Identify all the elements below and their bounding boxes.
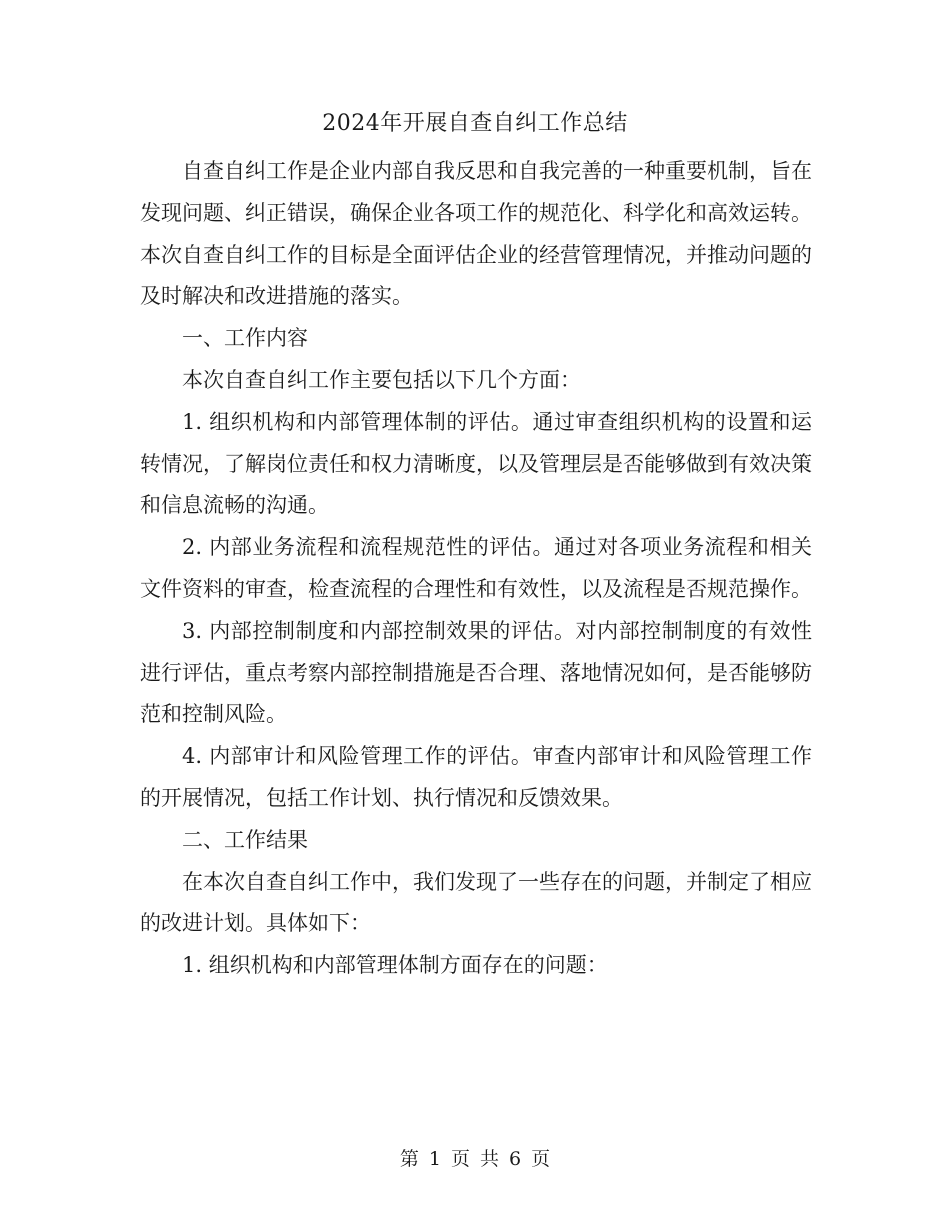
- section-heading-work-content: 一、工作内容: [182, 326, 308, 351]
- results-list-item-1: 1. 组织机构和内部管理体制方面存在的问题：: [182, 953, 608, 978]
- document-title: 2024年开展自查自纠工作总结: [322, 111, 628, 136]
- list-item-3: 3. 内部控制制度和内部控制效果的评估。对内部控制制度的有效性进行评估，重点考察内部控制措施是否合理、落地情况如何，是否能够防范和控制风险。: [140, 618, 812, 727]
- document-body: [140, 151, 812, 987]
- list-item-4: 4. 内部审计和风险管理工作的评估。审查内部审计和风险管理工作的开展情况，包括工作计划、执行情况和反馈效果。: [140, 744, 812, 810]
- list-item-1: 1. 组织机构和内部管理体制的评估。通过审查组织机构的设置和运转情况，了解岗位责任和权力清晰度，以及管理层是否能够做到有效决策和信息流畅的沟通。: [140, 409, 812, 518]
- paragraph-results-intro: 在本次自查自纠工作中，我们发现了一些存在的问题，并制定了相应的改进计划。具体如下：: [140, 869, 812, 936]
- paragraph-aspects-intro: 本次自查自纠工作主要包括以下几个方面：: [182, 367, 581, 392]
- page-number-footer: 第 1 页 共 6 页: [399, 1148, 551, 1170]
- list-item-2: 2. 内部业务流程和流程规范性的评估。通过对各项业务流程和相关文件资料的审查，检查流程的合理性和有效性，以及流程是否规范操作。: [140, 535, 812, 601]
- intro-paragraph: 自查自纠工作是企业内部自我反思和自我完善的一种重要机制，旨在发现问题、纠正错误，确保企业各项工作的规范化、科学化和高效运转。本次自查自纠工作的目标是全面评估企业的经营管理情况，并推动问题的及时解决和改进措施的落实。: [140, 159, 812, 309]
- section-heading-work-results: 二、工作结果: [182, 827, 308, 852]
